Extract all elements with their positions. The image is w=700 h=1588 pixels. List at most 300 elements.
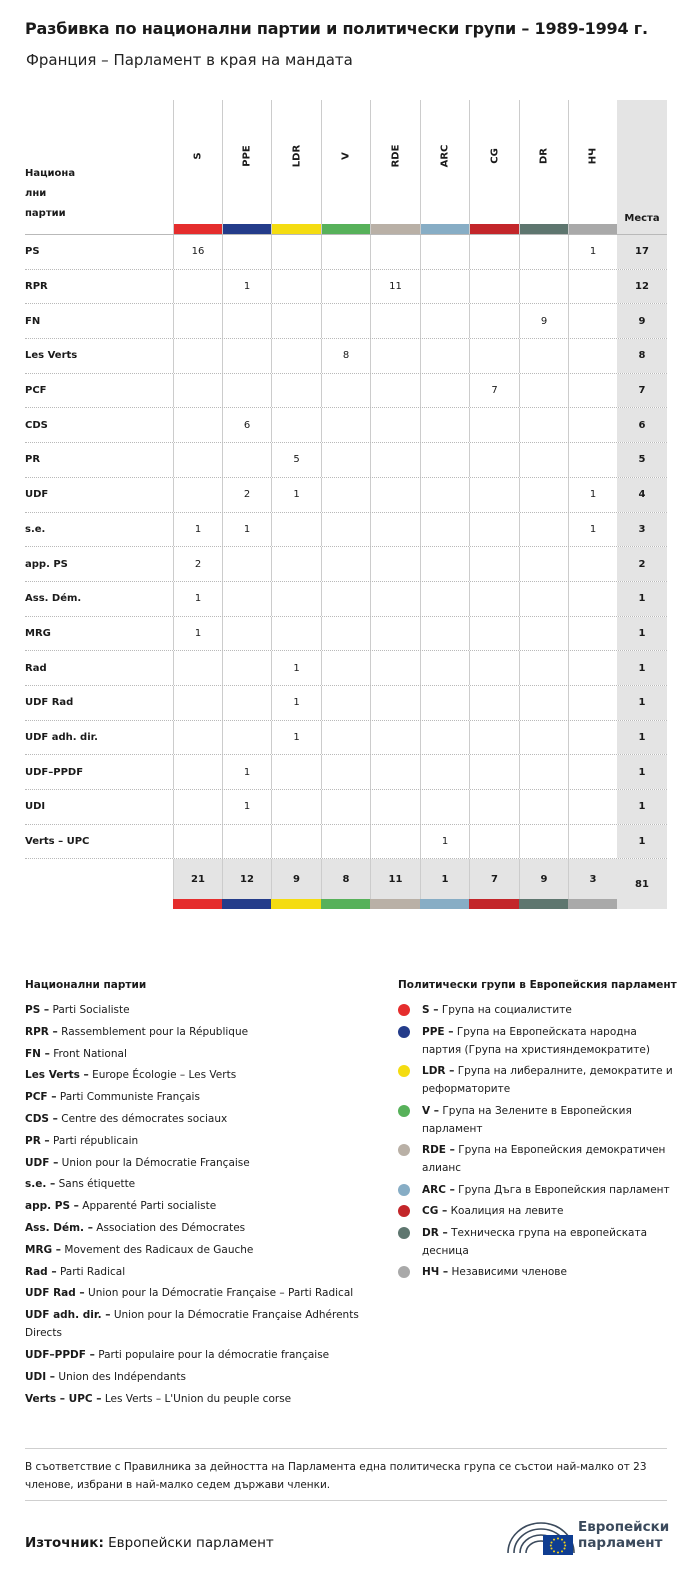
party-name: PR <box>25 454 41 466</box>
seats-cell: 1 <box>617 582 667 616</box>
party-legend-item <box>25 1197 375 1215</box>
table-cell <box>420 547 469 581</box>
party-legend-item <box>25 1110 375 1128</box>
group-legend-item <box>398 1263 673 1281</box>
table-cell <box>568 408 617 442</box>
divider <box>25 1448 667 1449</box>
group-full-name: Група на социалистите <box>441 1004 572 1016</box>
table-cell <box>173 825 222 859</box>
table-cell <box>420 513 469 547</box>
group-name: CG <box>489 148 500 164</box>
table-cell <box>321 651 370 685</box>
table-cell <box>173 270 222 304</box>
table-cell <box>519 270 568 304</box>
table-cell <box>519 443 568 477</box>
table-cell <box>370 374 420 408</box>
party-abbr: PR – <box>25 1134 50 1147</box>
table-cell <box>469 721 519 755</box>
table-cell <box>568 755 617 789</box>
group-column-header <box>568 100 617 234</box>
table-cell: 2 <box>222 478 271 512</box>
party-full-name: Union des Indépendants <box>58 1370 187 1383</box>
party-full-name: Rassemblement pour la République <box>61 1025 249 1038</box>
table-cell <box>271 755 321 789</box>
group-color-dot <box>398 1205 410 1217</box>
table-cell <box>568 825 617 859</box>
party-full-name: Sans étiquette <box>58 1178 136 1191</box>
table-cell <box>173 443 222 477</box>
party-legend-item <box>25 1066 375 1084</box>
table-cell <box>370 443 420 477</box>
table-cell: 7 <box>469 374 519 408</box>
seats-cell: 1 <box>617 755 667 789</box>
table-cell <box>321 270 370 304</box>
group-color-dot <box>398 1227 410 1239</box>
table-row <box>25 303 667 338</box>
table-row <box>25 338 667 373</box>
row-header-line: Национа <box>25 168 76 179</box>
group-color-dot <box>398 1266 410 1278</box>
source-label: Източник: <box>25 1535 104 1551</box>
table-cell <box>370 721 420 755</box>
party-abbr: UDF–PPDF – <box>25 1348 95 1361</box>
row-header-line: партии <box>25 208 66 219</box>
group-column-header <box>469 100 519 234</box>
table-header <box>25 100 667 234</box>
table-cell <box>271 582 321 616</box>
table-cell: 1 <box>568 478 617 512</box>
seats-cell: 1 <box>617 790 667 824</box>
table-cell: 1 <box>222 790 271 824</box>
table-cell <box>173 686 222 720</box>
table-cell <box>321 547 370 581</box>
group-total: 9 <box>271 859 321 899</box>
table-cell <box>222 721 271 755</box>
party-abbr: s.e. – <box>25 1178 56 1191</box>
party-legend-item <box>25 1219 375 1237</box>
party-name: RPR <box>25 281 48 293</box>
table-cell <box>469 790 519 824</box>
table-cell <box>568 374 617 408</box>
group-abbr: V – <box>422 1104 440 1117</box>
party-abbr: Ass. Dém. – <box>25 1221 93 1234</box>
table-cell <box>519 582 568 616</box>
group-name: ARC <box>439 144 451 168</box>
table-cell <box>519 478 568 512</box>
group-legend-item <box>398 1181 673 1199</box>
table-cell <box>469 617 519 651</box>
party-name: UDF Rad <box>25 697 74 709</box>
group-total: 11 <box>370 859 420 899</box>
table-row <box>25 581 667 616</box>
group-color-bar <box>222 899 271 909</box>
table-body <box>25 234 667 908</box>
group-full-name: Група на Зелените в Европейския парламент <box>422 1104 632 1135</box>
group-legend-item <box>398 1023 673 1059</box>
row-header-line: лни <box>25 188 47 199</box>
table-cell <box>420 721 469 755</box>
table-cell <box>420 582 469 616</box>
table-cell: 1 <box>222 270 271 304</box>
table-cell <box>173 721 222 755</box>
group-full-name: Независими членове <box>451 1266 567 1278</box>
group-abbr: НЧ – <box>422 1266 449 1278</box>
totals-row <box>25 858 667 908</box>
table-cell <box>519 374 568 408</box>
table-cell: 1 <box>271 721 321 755</box>
table-cell <box>173 374 222 408</box>
table-cell <box>271 547 321 581</box>
row-header-label <box>25 164 75 224</box>
table-cell <box>370 513 420 547</box>
group-name: PPE <box>241 145 253 167</box>
table-cell <box>469 825 519 859</box>
group-abbr: LDR – <box>422 1065 455 1077</box>
table-cell: 1 <box>222 513 271 547</box>
table-cell <box>173 790 222 824</box>
group-color-bar <box>470 224 519 234</box>
table-cell <box>469 443 519 477</box>
seats-cell: 2 <box>617 547 667 581</box>
party-full-name: Europe Écologie – Les Verts <box>92 1069 237 1082</box>
seats-cell: 5 <box>617 443 667 477</box>
party-abbr: CDS – <box>25 1112 58 1125</box>
table-cell <box>222 686 271 720</box>
group-legend-item <box>398 1224 673 1260</box>
party-full-name: Parti Radical <box>59 1265 126 1278</box>
party-abbr: FN – <box>25 1047 50 1060</box>
table-cell <box>370 686 420 720</box>
table-cell <box>173 755 222 789</box>
group-color-bar <box>520 224 568 234</box>
party-full-name: Parti Socialiste <box>52 1004 130 1016</box>
table-cell <box>271 339 321 373</box>
table-cell <box>222 651 271 685</box>
table-cell <box>568 270 617 304</box>
table-cell <box>173 339 222 373</box>
table-cell <box>469 478 519 512</box>
table-cell: 1 <box>420 825 469 859</box>
table-cell <box>222 339 271 373</box>
party-legend-item <box>25 1132 375 1150</box>
divider <box>25 1500 667 1501</box>
table-cell <box>469 270 519 304</box>
table-cell <box>469 686 519 720</box>
table-cell <box>222 547 271 581</box>
group-color-bar <box>223 224 271 234</box>
table-cell <box>420 304 469 338</box>
group-column-header <box>321 100 370 234</box>
table-cell <box>321 235 370 269</box>
table-cell <box>519 513 568 547</box>
table-cell <box>370 755 420 789</box>
table-cell <box>271 374 321 408</box>
table-cell <box>568 443 617 477</box>
table-cell <box>568 790 617 824</box>
source-value: Европейски парламент <box>108 1535 274 1551</box>
group-color-bar <box>519 899 568 909</box>
party-legend-item <box>25 1284 375 1302</box>
table-cell <box>568 582 617 616</box>
table-cell <box>420 755 469 789</box>
party-full-name: Front National <box>53 1047 127 1060</box>
table-cell <box>222 825 271 859</box>
party-full-name: Parti Communiste Français <box>59 1091 200 1104</box>
table-cell <box>519 339 568 373</box>
group-column-header <box>173 100 222 234</box>
table-cell <box>321 513 370 547</box>
table-cell <box>519 408 568 442</box>
table-cell: 1 <box>568 513 617 547</box>
group-total: 9 <box>519 859 568 899</box>
table-cell <box>321 304 370 338</box>
national-parties-legend <box>25 979 375 1411</box>
table-cell <box>420 617 469 651</box>
table-cell <box>271 304 321 338</box>
group-color-bar <box>173 899 222 909</box>
table-cell <box>568 617 617 651</box>
table-cell <box>321 478 370 512</box>
table-cell <box>420 443 469 477</box>
table-cell <box>519 755 568 789</box>
party-legend-item <box>25 1306 375 1342</box>
party-abbr: UDI – <box>25 1370 56 1383</box>
table-cell: 1 <box>173 513 222 547</box>
table-cell <box>222 374 271 408</box>
logo-text <box>578 1519 669 1551</box>
breakdown-table <box>25 100 667 908</box>
table-row <box>25 442 667 477</box>
table-cell <box>222 235 271 269</box>
group-color-dot <box>398 1184 410 1196</box>
group-full-name: Техническа група на европейската десница <box>422 1226 648 1257</box>
seats-cell: 1 <box>617 686 667 720</box>
party-abbr: Verts – UPC – <box>25 1392 102 1405</box>
table-cell <box>519 721 568 755</box>
table-cell <box>568 547 617 581</box>
table-cell: 1 <box>173 582 222 616</box>
group-full-name: Група Дъга в Европейския парламент <box>458 1183 670 1196</box>
party-abbr: MRG – <box>25 1243 62 1256</box>
table-cell <box>370 617 420 651</box>
legend-heading: Политически групи в Европейския парламент <box>398 979 677 991</box>
table-cell: 8 <box>321 339 370 373</box>
party-name: app. PS <box>25 558 68 570</box>
table-cell <box>370 408 420 442</box>
table-cell: 6 <box>222 408 271 442</box>
table-cell <box>222 582 271 616</box>
party-legend-item <box>25 1241 375 1259</box>
group-full-name: Група на Европейската народна партия (Група на християндемократите) <box>422 1025 650 1056</box>
party-full-name: Centre des démocrates sociaux <box>61 1112 228 1125</box>
party-name: Ass. Dém. <box>25 593 82 605</box>
group-color-bar <box>174 224 222 234</box>
party-full-name: Movement des Radicaux de Gauche <box>64 1243 254 1256</box>
table-cell <box>420 790 469 824</box>
group-abbr: ARC – <box>422 1183 455 1196</box>
table-cell <box>222 443 271 477</box>
table-cell: 1 <box>222 755 271 789</box>
seats-cell: 12 <box>617 270 667 304</box>
seats-cell: 1 <box>617 651 667 685</box>
party-name: Rad <box>25 662 47 674</box>
table-cell <box>222 304 271 338</box>
group-column-header <box>519 100 568 234</box>
group-abbr: PPE – <box>422 1025 454 1038</box>
group-name: RDE <box>390 144 401 168</box>
table-cell <box>519 686 568 720</box>
group-name: DR <box>538 147 550 165</box>
party-name: FN <box>25 315 41 327</box>
party-legend-item <box>25 1368 375 1386</box>
group-color-dot <box>398 1004 410 1016</box>
group-abbr: CG – <box>422 1205 448 1217</box>
table-cell: 1 <box>568 235 617 269</box>
group-legend-item <box>398 1001 673 1019</box>
party-full-name: Apparenté Parti socialiste <box>82 1200 217 1213</box>
page-subtitle: Франция – Парламент в края на мандата <box>26 51 353 69</box>
logo-text-line: Европейски <box>578 1519 670 1535</box>
table-cell <box>420 686 469 720</box>
group-legend-item <box>398 1141 673 1177</box>
group-total: 1 <box>420 859 469 899</box>
table-cell <box>469 408 519 442</box>
party-full-name: Parti républicain <box>53 1134 139 1147</box>
group-column-header <box>370 100 420 234</box>
party-name: Les Verts <box>25 350 78 362</box>
group-color-bar <box>569 224 617 234</box>
party-full-name: Union pour la Démocratie Française <box>61 1156 250 1169</box>
party-legend-item <box>25 1001 375 1019</box>
group-color-bar <box>322 224 370 234</box>
table-cell <box>370 547 420 581</box>
seats-cell: 17 <box>617 235 667 269</box>
table-row <box>25 234 667 269</box>
table-cell <box>271 825 321 859</box>
group-legend-item <box>398 1202 673 1220</box>
party-legend-item <box>25 1390 375 1408</box>
table-cell <box>173 651 222 685</box>
group-name: LDR <box>291 144 302 168</box>
table-cell <box>469 339 519 373</box>
party-legend-item <box>25 1263 375 1281</box>
table-cell: 1 <box>271 686 321 720</box>
party-name: UDF adh. dir. <box>25 731 98 743</box>
table-cell <box>321 443 370 477</box>
table-cell <box>469 547 519 581</box>
table-cell <box>321 825 370 859</box>
seats-cell: 1 <box>617 721 667 755</box>
political-groups-legend <box>398 979 677 1285</box>
table-cell <box>271 790 321 824</box>
party-legend-item <box>25 1154 375 1172</box>
table-row <box>25 269 667 304</box>
group-color-dot <box>398 1144 410 1156</box>
table-cell <box>370 825 420 859</box>
group-name: V <box>340 152 352 160</box>
table-cell: 9 <box>519 304 568 338</box>
table-cell: 16 <box>173 235 222 269</box>
table-cell <box>370 790 420 824</box>
party-legend-item <box>25 1045 375 1063</box>
seats-cell: 6 <box>617 408 667 442</box>
group-column-header <box>222 100 271 234</box>
table-cell <box>321 721 370 755</box>
party-full-name: Union pour la Démocratie Française – Parti Radical <box>88 1287 354 1300</box>
table-row <box>25 546 667 581</box>
party-abbr: Rad – <box>25 1265 57 1278</box>
table-cell <box>321 686 370 720</box>
table-cell <box>271 408 321 442</box>
table-row <box>25 650 667 685</box>
party-name: UDF <box>25 489 49 501</box>
party-name: UDF–PPDF <box>25 766 84 778</box>
table-cell <box>420 408 469 442</box>
party-abbr: PCF – <box>25 1091 57 1104</box>
table-cell <box>420 339 469 373</box>
seats-cell: 9 <box>617 304 667 338</box>
group-full-name: Група на Европейския демократичен алианс <box>422 1144 666 1174</box>
seats-cell: 1 <box>617 825 667 859</box>
table-cell <box>370 582 420 616</box>
group-abbr: S – <box>422 1004 439 1016</box>
seats-cell: 8 <box>617 339 667 373</box>
table-cell <box>420 374 469 408</box>
party-abbr: RPR – <box>25 1025 58 1038</box>
table-cell <box>420 235 469 269</box>
party-full-name: Les Verts – L'Union du peuple corse <box>104 1392 292 1405</box>
seats-cell: 4 <box>617 478 667 512</box>
group-column-header <box>420 100 469 234</box>
table-cell <box>173 478 222 512</box>
page-title: Разбивка по национални партии и политически групи – 1989-1994 г. <box>25 19 648 38</box>
table-row <box>25 754 667 789</box>
seats-cell: 3 <box>617 513 667 547</box>
party-legend-item <box>25 1023 375 1041</box>
table-cell <box>420 270 469 304</box>
table-cell <box>271 235 321 269</box>
table-cell <box>568 651 617 685</box>
table-row <box>25 789 667 824</box>
seats-cell: 7 <box>617 374 667 408</box>
table-cell <box>568 339 617 373</box>
table-row <box>25 824 667 859</box>
table-cell <box>271 513 321 547</box>
table-cell <box>321 582 370 616</box>
table-cell <box>271 617 321 651</box>
group-color-bar <box>321 899 370 909</box>
party-abbr: UDF adh. dir. – <box>25 1309 111 1322</box>
party-full-name: Parti populaire pour la démocratie française <box>98 1348 330 1361</box>
party-name: s.e. <box>25 523 46 535</box>
table-cell <box>370 235 420 269</box>
party-legend-item <box>25 1175 375 1193</box>
group-color-bar <box>469 899 519 909</box>
table-cell <box>519 617 568 651</box>
table-cell: 1 <box>173 617 222 651</box>
table-cell <box>420 478 469 512</box>
table-row <box>25 616 667 651</box>
total-seats: 81 <box>617 859 667 909</box>
table-cell <box>321 755 370 789</box>
group-legend-item <box>398 1062 673 1098</box>
party-name: PS <box>25 246 40 258</box>
table-row <box>25 685 667 720</box>
table-cell <box>370 304 420 338</box>
source-line <box>25 1535 274 1551</box>
table-cell <box>469 651 519 685</box>
group-name: S <box>192 152 204 160</box>
